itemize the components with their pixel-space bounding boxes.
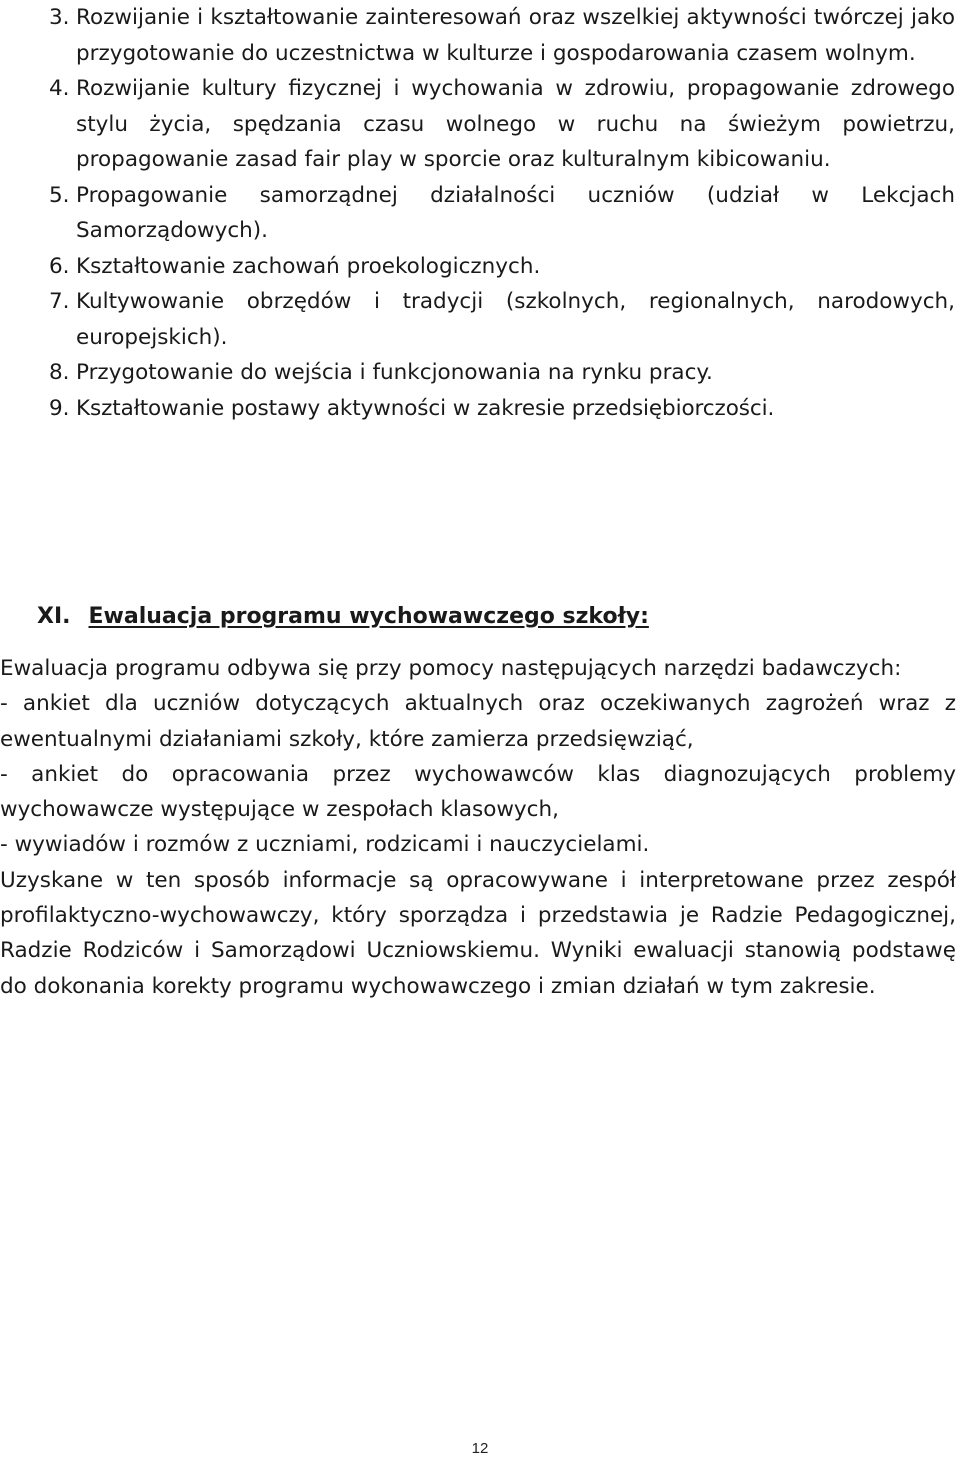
list-item-number: 8. [49, 360, 70, 385]
section-body [0, 651, 956, 1004]
list-item-number: 5. [49, 182, 70, 208]
list-item-text: Rozwijanie kultury fizycznej i wychowania w zdrowiu, propagowanie zdrowego stylu życia, spędzania czasu wolnego w ruchu na świeżym powietrzu, propagowanie zasad fair play w sporcie oraz kulturalnym kibicowaniu. [76, 76, 955, 172]
section-title: Ewaluacja programu wychowawczego szkoły: [88, 604, 649, 629]
list-item [0, 391, 955, 427]
list-item-text: Kultywowanie obrzędów i tradycji (szkolnych, regionalnych, narodowych, europejskich). [76, 289, 955, 350]
paragraph: - ankiet dla uczniów dotyczących aktualnych oraz oczekiwanych zagrożeń wraz z ewentualnymi działaniami szkoły, które zamierza przedsięwziąć, [0, 691, 956, 752]
paragraph: Ewaluacja programu odbywa się przy pomocy następujących narzędzi badawczych: [0, 656, 902, 681]
list-item [0, 284, 955, 355]
paragraph: - ankiet do opracowania przez wychowawców klas diagnozujących problemy wychowawcze występujące w zespołach klasowych, [0, 761, 956, 823]
list-item-number: 7. [49, 289, 70, 314]
list-item [0, 71, 955, 178]
list-item [0, 249, 955, 285]
list-item-text: Kształtowanie zachowań proekologicznych. [76, 253, 541, 279]
page-number: 12 [471, 1440, 489, 1457]
objectives-list [0, 0, 955, 426]
list-item-text: Przygotowanie do wejścia i funkcjonowania na rynku pracy. [76, 360, 713, 385]
list-item-text: Kształtowanie postawy aktywności w zakresie przedsiębiorczości. [76, 395, 775, 421]
list-item-number: 9. [49, 395, 70, 421]
list-item-number: 3. [49, 5, 70, 30]
list-item-text: Propagowanie samorządnej działalności uczniów (udział w Lekcjach Samorządowych). [76, 182, 955, 243]
list-item-text: Rozwijanie i kształtowanie zainteresowań oraz wszelkiej aktywności twórczej jako przygotowanie do uczestnictwa w kulturze i gospodarowania czasem wolnym. [76, 5, 955, 66]
section-number: XI. [37, 604, 71, 629]
list-item-number: 6. [49, 253, 70, 279]
list-item [0, 355, 955, 391]
paragraph: - wywiadów i rozmów z uczniami, rodzicami i nauczycielami. [0, 832, 650, 858]
list-item [0, 178, 955, 249]
section-heading [37, 602, 649, 632]
list-item-number: 4. [49, 76, 70, 101]
paragraph: Uzyskane w ten sposób informacje są opracowywane i interpretowane przez zespół profilaktyczno-wychowawczy, który sporządza i przedstawia je Radzie Pedagogicznej, Radzie Rodziców i Samorządowi Uczniowskiemu. Wyniki ewaluacji stanowią podstawę do dokonania korekty programu wychowawczego i zmian działań w tym zakresie. [0, 867, 956, 999]
list-item [0, 0, 955, 71]
